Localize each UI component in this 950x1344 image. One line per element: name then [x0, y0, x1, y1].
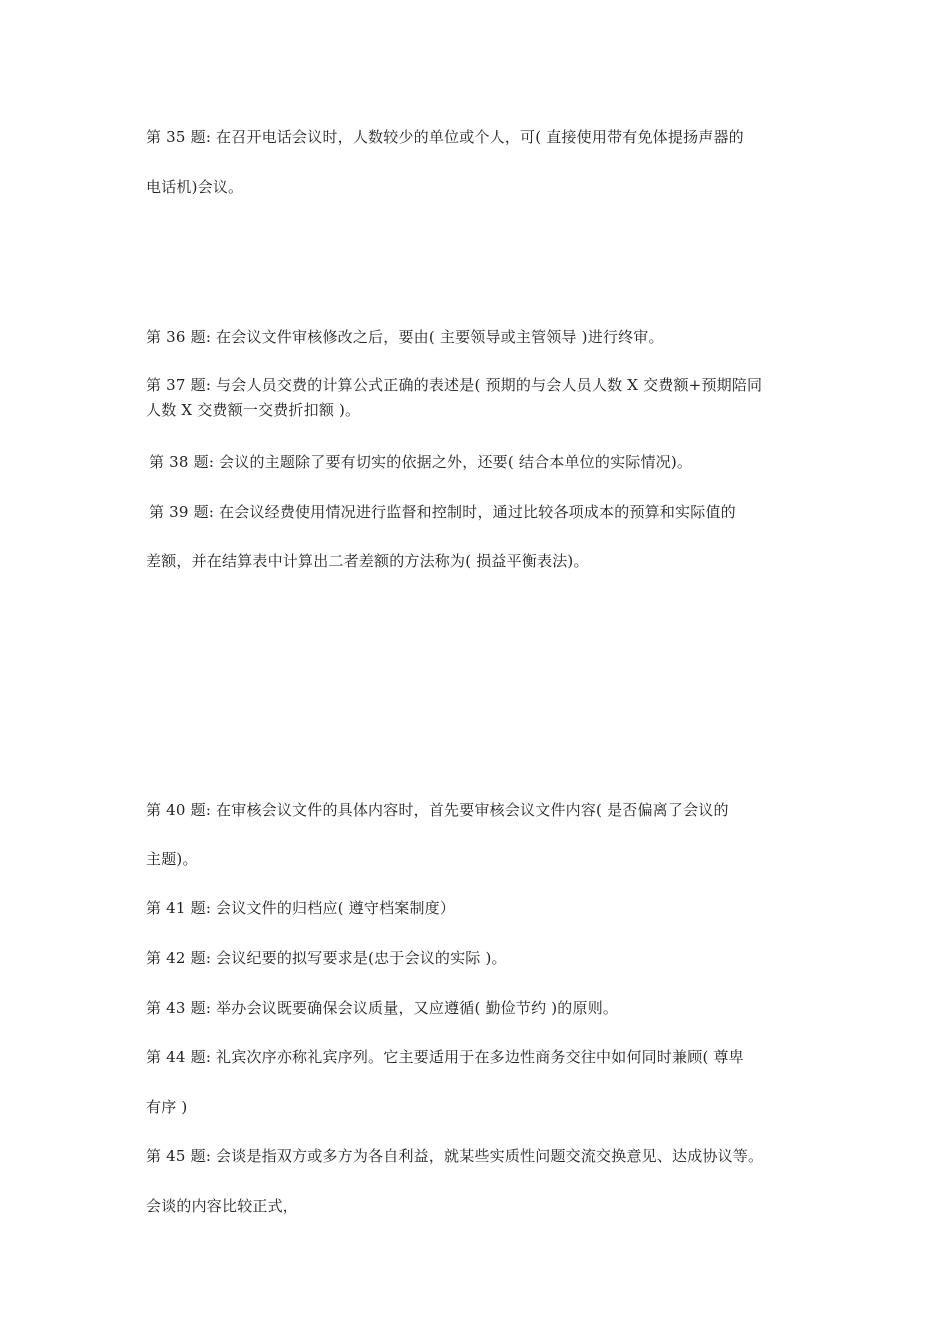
q37-line-1: 第 37 题: 与会人员交费的计算公式正确的表述是( 预期的与会人员人数 X 交费额+预期陪同 — [146, 376, 763, 394]
q42-line-1: 第 42 题: 会议纪要的拟写要求是(忠于会议的实际 )。 — [146, 949, 507, 967]
q44-line-2: 有序 ) — [146, 1098, 188, 1116]
q40-line-1: 第 40 题: 在审核会议文件的具体内容时，首先要审核会议文件内容( 是否偏离了会议的 — [146, 801, 729, 819]
q35-line-2: 电话机)会议。 — [146, 178, 244, 196]
q36-line-1: 第 36 题: 在会议文件审核修改之后，要由( 主要领导或主管领导 )进行终审。 — [146, 328, 664, 346]
q41-line-1: 第 41 题: 会议文件的归档应( 遵守档案制度） — [146, 899, 456, 917]
q35-line-1: 第 35 题: 在召开电话会议时，人数较少的单位或个人，可( 直接使用带有免体提扬声器的 — [146, 128, 744, 146]
q39-line-2: 差额，并在结算表中计算出二者差额的方法称为( 损益平衡表法)。 — [146, 552, 589, 570]
q40-line-2: 主题)。 — [146, 850, 198, 868]
q45-line-2: 会谈的内容比较正式， — [146, 1197, 299, 1215]
q43-line-1: 第 43 题: 举办会议既要确保会议质量，又应遵循( 勤俭节约 )的原则。 — [146, 999, 619, 1017]
q39-line-1: 第 39 题: 在会议经费使用情况进行监督和控制时，通过比较各项成本的预算和实际值的 — [149, 503, 736, 521]
q38-line-1: 第 38 题: 会议的主题除了要有切实的依据之外，还要( 结合本单位的实际情况)。 — [149, 453, 693, 471]
q45-line-1: 第 45 题: 会谈是指双方或多方为各自利益，就某些实质性问题交流交换意见、达成协议等。 — [146, 1147, 764, 1165]
q44-line-1: 第 44 题: 礼宾次序亦称礼宾序列。它主要适用于在多边性商务交往中如何同时兼顾( 尊卑 — [146, 1048, 744, 1066]
q37-line-2: 人数 X 交费额一交费折扣额 )。 — [146, 401, 361, 419]
